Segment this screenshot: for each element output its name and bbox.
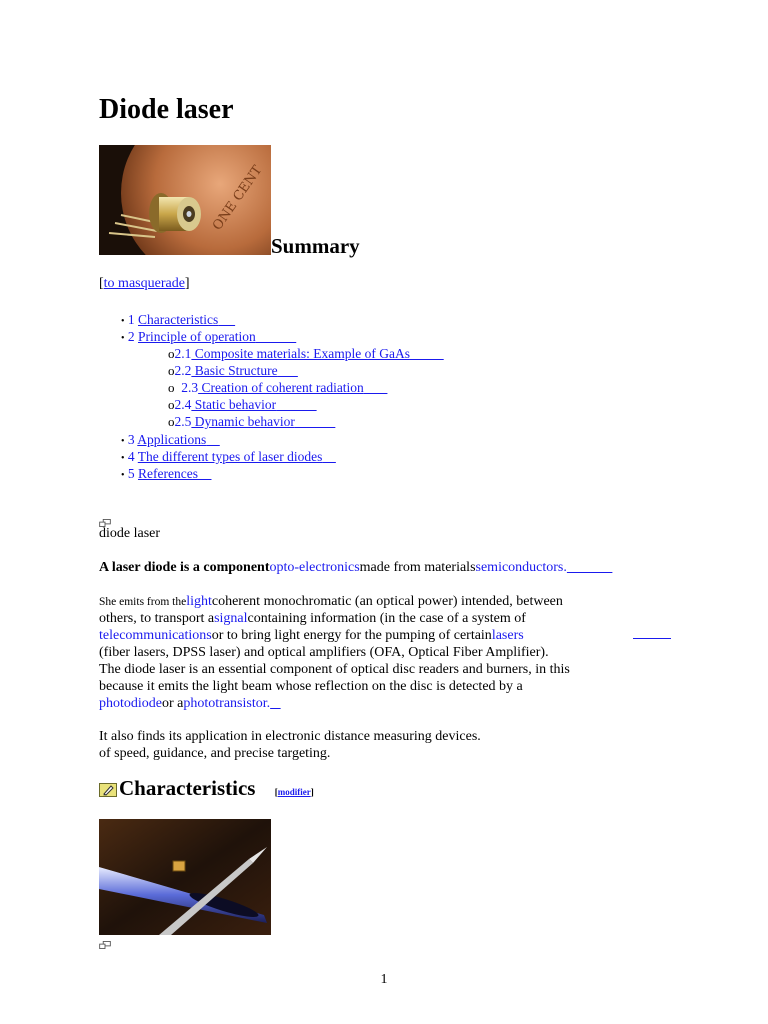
toc-num: 2.1 xyxy=(174,346,192,361)
toc-link[interactable]: Dynamic behavior xyxy=(191,414,295,429)
characteristics-heading xyxy=(99,776,314,803)
body-line-3 xyxy=(99,627,524,644)
image-caption: diode laser xyxy=(99,526,161,541)
toc-link[interactable]: Characteristics xyxy=(138,312,219,327)
body-text: or a xyxy=(162,696,184,711)
opto-electronics-link[interactable]: opto-electronics xyxy=(269,560,360,575)
body-line-1 xyxy=(99,593,563,611)
toc-link[interactable]: Static behavior xyxy=(191,397,277,412)
body-text: others, to transport a xyxy=(99,611,215,626)
bullet-icon: • xyxy=(121,333,125,344)
intro-mid: made from materials xyxy=(359,560,476,575)
toc-link[interactable]: Basic Structure xyxy=(191,363,278,378)
toc-num: 4 xyxy=(127,449,135,464)
body-line-9: of speed, guidance, and precise targeting. xyxy=(99,746,331,761)
body-text: or to bring light energy for the pumping of certain xyxy=(211,628,492,643)
toc-link[interactable]: Applications xyxy=(137,432,207,447)
bracket-open: [ xyxy=(99,276,104,291)
circle-bullet-icon: o xyxy=(168,363,175,378)
photodiode-link[interactable]: photodiode xyxy=(99,696,162,711)
toc-num: 1 xyxy=(127,312,135,327)
phototransistor-link[interactable]: phototransistor. xyxy=(183,696,271,711)
modifier-link[interactable]: modifier xyxy=(277,787,311,797)
laser-diode-photo xyxy=(99,145,271,255)
link-underline xyxy=(633,638,671,639)
summary-heading: Summary xyxy=(271,234,360,258)
toc-num: 2.3 xyxy=(181,380,199,395)
toc-link[interactable]: Composite materials: Example of GaAs xyxy=(191,346,410,361)
body-small-text: She emits from the xyxy=(99,596,187,608)
toc-num: 5 xyxy=(127,466,135,481)
intro-bold: A laser diode is a component xyxy=(99,560,270,575)
characteristics-title: Characteristics xyxy=(119,776,256,800)
svg-text:ONE CENT: ONE CENT xyxy=(209,163,266,234)
page-title: Diode laser xyxy=(99,94,234,125)
intro-paragraph xyxy=(99,559,612,576)
toc-num: 3 xyxy=(127,432,135,447)
body-line-4: (fiber lasers, DPSS laser) and optical amplifiers (OFA, Optical Fiber Amplifier). xyxy=(99,645,549,660)
toc-item-4[interactable] xyxy=(121,449,336,465)
circle-bullet-icon: o xyxy=(168,380,175,395)
toc-num: 2.5 xyxy=(174,414,192,429)
laser-chip-needle-photo xyxy=(99,819,271,935)
masquerade-link[interactable]: to masquerade xyxy=(103,276,185,291)
toc-num: 2.2 xyxy=(174,363,192,378)
bracket-open: [ xyxy=(274,787,278,797)
light-link[interactable]: light xyxy=(186,594,212,609)
bullet-icon: • xyxy=(121,453,125,464)
toc-num: 2.4 xyxy=(174,397,192,412)
semiconductors-link[interactable]: semiconductors. xyxy=(475,560,567,575)
toc-item-2-1[interactable] xyxy=(168,346,444,362)
enlarge-icon[interactable] xyxy=(99,936,111,954)
toc-num: 2 xyxy=(127,329,135,344)
telecommunications-link[interactable]: telecommunications xyxy=(99,628,212,643)
toc-item-2-2[interactable] xyxy=(168,363,298,379)
bullet-icon: • xyxy=(121,436,125,447)
body-line-8: It also finds its application in electronic distance measuring devices. xyxy=(99,729,481,744)
circle-bullet-icon: o xyxy=(168,346,175,361)
masquerade-link-wrap xyxy=(99,276,190,292)
body-line-2 xyxy=(99,610,526,627)
toc-link[interactable]: The different types of laser diodes xyxy=(137,449,323,464)
edit-icon[interactable] xyxy=(99,778,117,803)
body-text: containing information (in the case of a system of xyxy=(247,611,526,626)
toc-item-3[interactable] xyxy=(121,432,220,448)
bracket-close: ] xyxy=(310,787,314,797)
body-line-6: because it emits the light beam whose reflection on the disc is detected by a xyxy=(99,679,523,694)
toc-link[interactable]: Creation of coherent radiation xyxy=(198,380,364,395)
toc-item-5[interactable] xyxy=(121,466,211,482)
bullet-icon: • xyxy=(121,316,125,327)
toc-item-2-5[interactable] xyxy=(168,414,335,430)
lasers-link[interactable]: lasers xyxy=(491,628,524,643)
signal-link[interactable]: signal xyxy=(214,611,248,626)
circle-bullet-icon: o xyxy=(168,414,175,429)
body-line-5: The diode laser is an essential component of optical disc readers and burners, in this xyxy=(99,662,570,677)
toc-item-2-3[interactable] xyxy=(168,380,387,396)
toc-item-2-4[interactable] xyxy=(168,397,317,413)
circle-bullet-icon: o xyxy=(168,397,175,412)
bullet-icon: • xyxy=(121,470,125,481)
page-number: 1 xyxy=(380,972,388,987)
body-text: coherent monochromatic (an optical power) intended, between xyxy=(211,594,563,609)
toc-item-1[interactable] xyxy=(121,312,235,328)
toc-link[interactable]: Principle of operation xyxy=(138,329,256,344)
toc-link[interactable]: References xyxy=(138,466,198,481)
bracket-close: ] xyxy=(184,276,190,291)
toc-item-2[interactable] xyxy=(121,329,296,345)
modifier-wrap xyxy=(275,787,314,797)
body-line-7 xyxy=(99,695,281,712)
